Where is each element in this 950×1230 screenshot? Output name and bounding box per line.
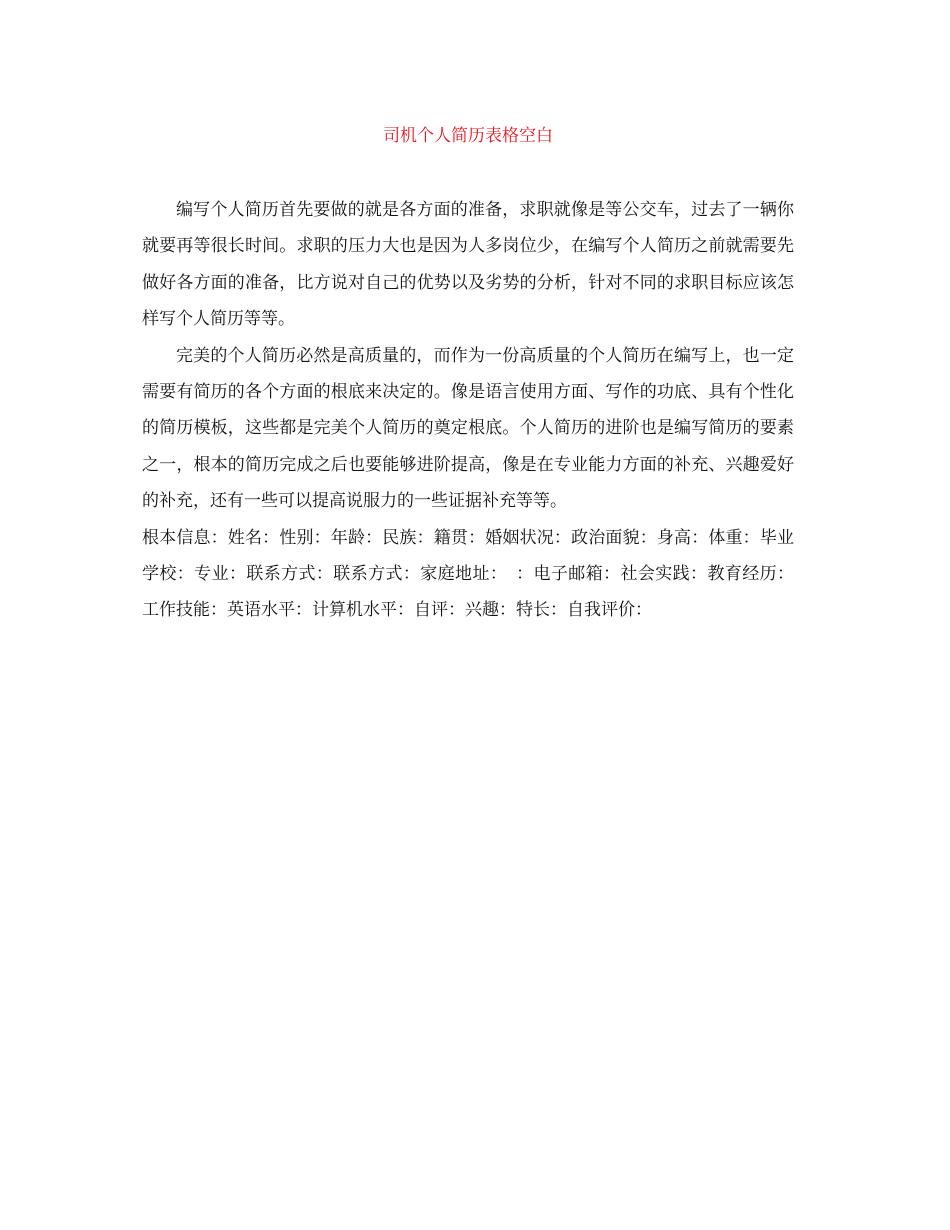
basic-info-fields: 根本信息：姓名：性别：年龄：民族：籍贯：婚姻状况：政治面貌：身高：体重：毕业学校：专业：联系方式：联系方式：家庭地址： ：电子邮箱：社会实践：教育经历：工作技能：英语水平：计算机水平：自评：兴趣：特长：自我评价：	[142, 527, 794, 621]
document-body	[142, 192, 794, 629]
paragraph-quality: 完美的个人简历必然是高质量的，而作为一份高质量的个人简历在编写上，也一定需要有简历的各个方面的根底来决定的。像是语言使用方面、写作的功底、具有个性化的简历模板，这些都是完美个人简历的奠定根底。个人简历的进阶也是编写简历的要素之一，根本的简历完成之后也要能够进阶提高，像是在专业能力方面的补充、兴趣爱好的补充，还有一些可以提高说服力的一些证据补充等等。	[142, 345, 794, 512]
document-title: 司机个人简历表格空白	[383, 126, 553, 146]
paragraph-intro: 编写个人简历首先要做的就是各方面的准备，求职就像是等公交车，过去了一辆你就要再等很长时间。求职的压力大也是因为人多岗位少，在编写个人简历之前就需要先做好各方面的准备，比方说对自己的优势以及劣势的分析，针对不同的求职目标应该怎样写个人简历等等。	[142, 200, 794, 330]
